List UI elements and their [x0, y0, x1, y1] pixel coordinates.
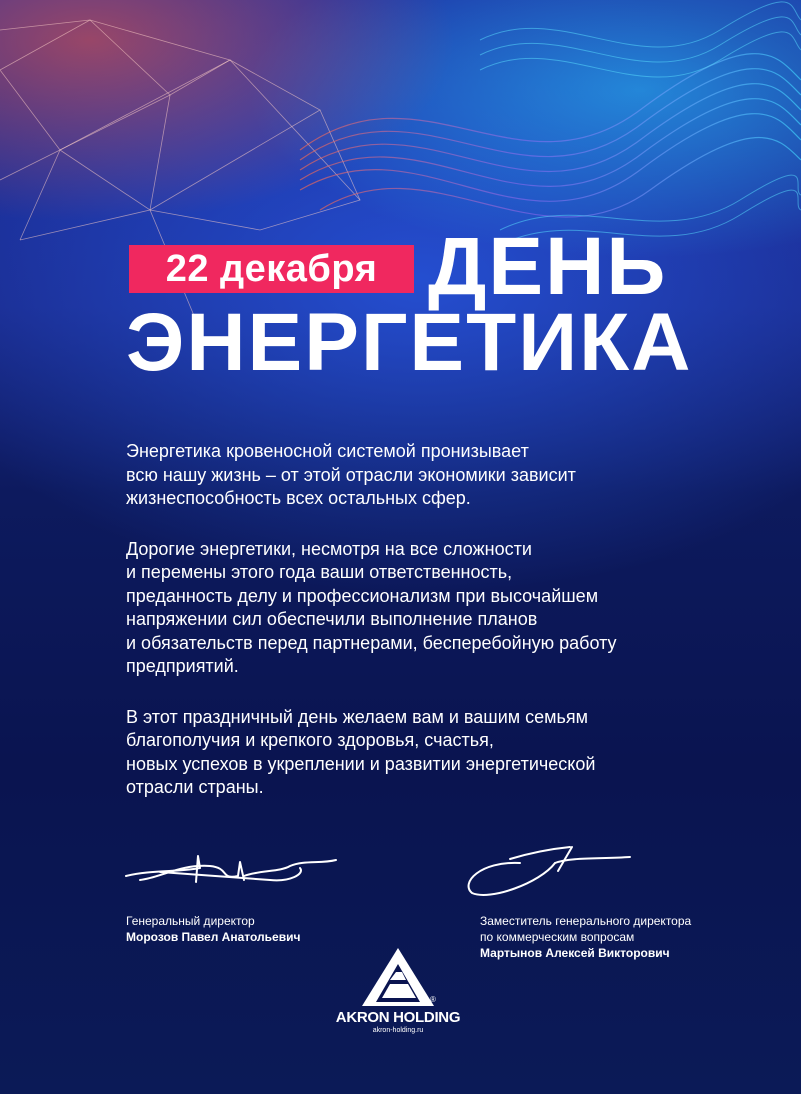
- paragraph-2: [126, 538, 686, 679]
- signature-right: [460, 843, 635, 898]
- registered-mark: ®: [430, 995, 436, 1004]
- akron-logo: [333, 946, 463, 1046]
- signer-right: [480, 913, 691, 961]
- text-line: Дорогие энергетики, несмотря на все сложности: [126, 538, 532, 559]
- text-line: В этот праздничный день желаем вам и вашим семьям: [126, 706, 589, 727]
- text-line: преданность делу и профессионализм при высочайшем: [126, 585, 599, 606]
- signer-name: Морозов Павел Анатольевич: [126, 930, 301, 944]
- title-line2: ЭНЕРГЕТИКА: [126, 297, 693, 388]
- text-line: отрасли страны.: [126, 777, 264, 797]
- signer-left: [126, 913, 300, 945]
- text-line: новых успехов в укреплении и развитии энергетической: [126, 753, 596, 774]
- text-line: и перемены этого года ваши ответственность,: [126, 562, 513, 582]
- logo-url[interactable]: akron-holding.ru: [372, 1027, 424, 1034]
- paragraph-3: [126, 706, 686, 800]
- signer-position: Генеральный директор: [126, 914, 255, 928]
- triangle-logo-icon: [360, 946, 436, 1008]
- signature-left: [120, 850, 340, 890]
- text-line: напряжении сил обеспечили выполнение планов: [126, 609, 538, 629]
- text-line: жизнеспособность всех остальных сфер.: [126, 488, 471, 508]
- signer-position: Заместитель генерального директора: [480, 914, 692, 928]
- text-line: предприятий.: [126, 656, 239, 676]
- text-line: и обязательств перед партнерами, бесперебойную работу: [126, 632, 617, 653]
- text-line: Энергетика кровеносной системой пронизывает: [126, 441, 529, 461]
- title-line1: ДЕНЬ: [428, 221, 668, 312]
- date-badge: 22 декабря: [129, 245, 414, 293]
- signer-position: по коммерческим вопросам: [480, 930, 635, 944]
- paragraph-1: [126, 440, 686, 511]
- signer-name: Мартынов Алексей Викторович: [480, 946, 670, 960]
- logo-name: AKRON HOLDING: [335, 1009, 461, 1026]
- greeting-text: [126, 440, 686, 827]
- text-line: всю нашу жизнь – от этой отрасли экономики зависит: [126, 464, 576, 485]
- text-line: благополучия и крепкого здоровья, счастья,: [126, 730, 494, 750]
